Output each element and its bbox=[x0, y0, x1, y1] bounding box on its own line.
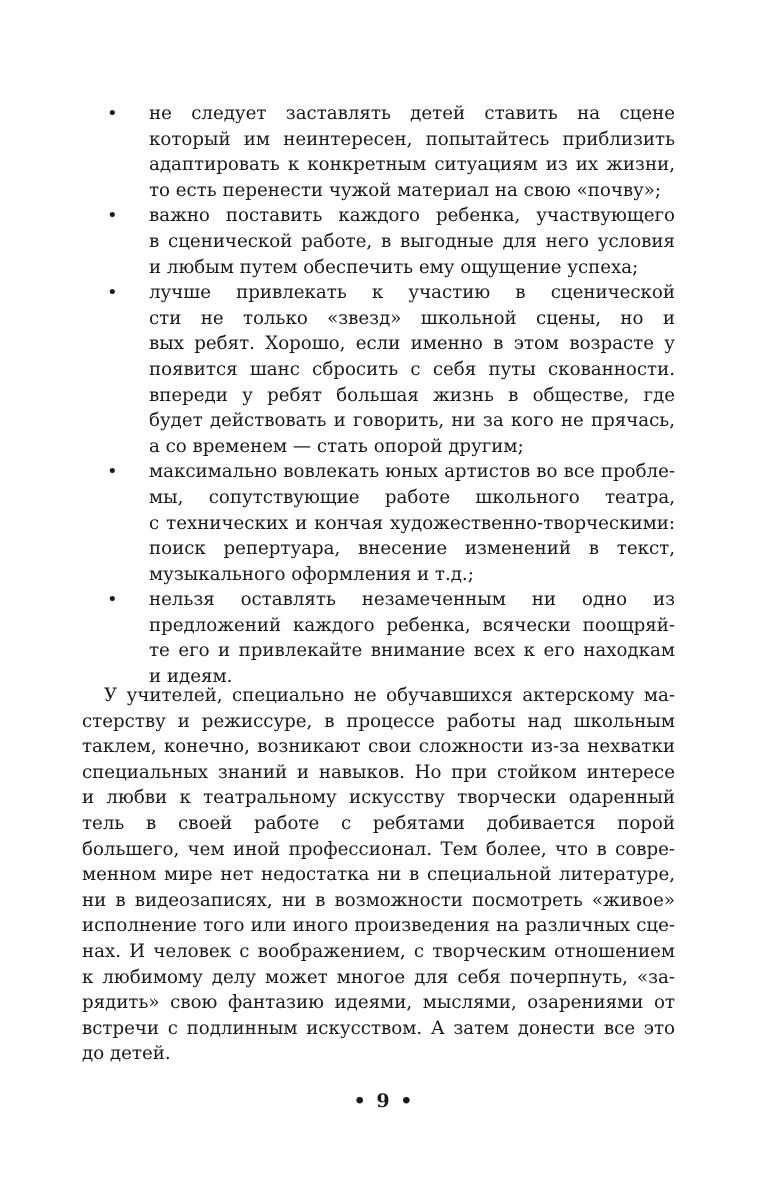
text-line: поиск репертуара, внесение изменений в текст, bbox=[149, 538, 675, 560]
text-line: и любви к театральному искусству творчески одаренный bbox=[82, 787, 675, 809]
list-item bbox=[105, 587, 675, 689]
text-line: специальных знаний и навыков. Но при стойком интересе bbox=[82, 761, 675, 783]
text-line: в сценической работе, в выгодные для него условия bbox=[149, 230, 675, 252]
bullet-list bbox=[105, 101, 675, 690]
text-line: нельзя оставлять незамеченным ни одно из bbox=[149, 589, 675, 611]
text-line: адаптировать к конкретным ситуациям из их жизни, bbox=[149, 154, 675, 176]
bullet-text bbox=[149, 459, 675, 587]
text-line: лучше привлекать к участию в сценической bbox=[149, 282, 675, 304]
text-line: те его и привлекайте внимание всех к его находкам bbox=[149, 640, 675, 662]
list-item bbox=[105, 280, 675, 459]
text-line: предложений каждого ребенка, всячески поощряй- bbox=[149, 614, 675, 636]
list-item bbox=[105, 101, 675, 203]
list-item bbox=[105, 203, 675, 280]
bullet-text bbox=[149, 101, 675, 203]
text-line: рядить» свою фантазию идеями, мыслями, озарениями от bbox=[82, 992, 675, 1014]
bullet-marker: • bbox=[107, 282, 118, 304]
text-line: то есть перенести чужой материал на свою «почву»; bbox=[149, 179, 662, 201]
text-line: и идеям. bbox=[149, 666, 233, 688]
text-line: максимально вовлекать юных артистов во все пробле- bbox=[149, 461, 675, 483]
text-line: большего, чем иной профессионал. Тем более, что в совре- bbox=[82, 838, 675, 860]
text-line: вых ребят. Хорошо, если именно в этом возрасте у bbox=[149, 333, 675, 355]
bullet-marker: • bbox=[107, 103, 118, 124]
list-item bbox=[105, 459, 675, 587]
bullet-text bbox=[149, 280, 675, 459]
bullet-marker: • bbox=[107, 205, 118, 227]
text-line: менном мире нет недостатка ни в специальной литературе, bbox=[82, 864, 675, 886]
text-line: с технических и кончая художественно-творческими: bbox=[149, 512, 675, 534]
bullet-text bbox=[149, 587, 675, 689]
bullet-text bbox=[149, 203, 675, 280]
text-line: мы, сопутствующие работе школьного театра, bbox=[149, 486, 675, 508]
bullet-marker: • bbox=[107, 461, 118, 483]
text-line: впереди у ребят большая жизнь в обществе, где bbox=[149, 384, 675, 406]
text-line: будет действовать и говорить, ни за кого не прячась, bbox=[149, 410, 675, 432]
text-line: тель в своей работе с ребятами добивается порой bbox=[82, 812, 675, 834]
text-line: исполнение того или иного произведения на различных сце- bbox=[82, 915, 675, 937]
text-line: и любым путем обеспечить ему ощущение успеха; bbox=[149, 256, 639, 278]
text-line: нах. И человек с воображением, с творческим отношением bbox=[82, 940, 675, 962]
text-line: музыкального оформления и т.д.; bbox=[149, 563, 474, 585]
text-line: У учителей, специально не обучавшихся актерскому ма- bbox=[104, 685, 675, 706]
page-number: • 9 • bbox=[353, 1090, 415, 1112]
text-line: который им неинтересен, попытайтесь приблизить bbox=[149, 128, 675, 150]
text-line: до детей. bbox=[82, 1043, 171, 1065]
bullet-marker: • bbox=[107, 589, 118, 611]
text-line: важно поставить каждого ребенка, участвующего bbox=[149, 205, 675, 227]
text-line: стерству и режиссуре, в процессе работы над школьным bbox=[82, 710, 675, 732]
body-paragraph bbox=[82, 683, 675, 1067]
text-line: встречи с подлинным искусством. А затем донести все это bbox=[82, 1017, 675, 1039]
text-line: а со временем — стать опорой другим; bbox=[149, 435, 524, 457]
text-line: к любимому делу может многое для себя почерпнуть, «за- bbox=[82, 966, 675, 988]
text-line: появится шанс сбросить с себя путы скованности. bbox=[149, 358, 675, 380]
text-line: не следует заставлять детей ставить на сцене bbox=[149, 103, 675, 124]
text-line: сти не только «звезд» школьной сцены, но и bbox=[149, 307, 675, 329]
text-line: ни в видеозаписях, ни в возможности посмотреть «живое» bbox=[82, 889, 675, 911]
text-line: таклем, конечно, возникают свои сложности из-за нехватки bbox=[82, 736, 675, 758]
